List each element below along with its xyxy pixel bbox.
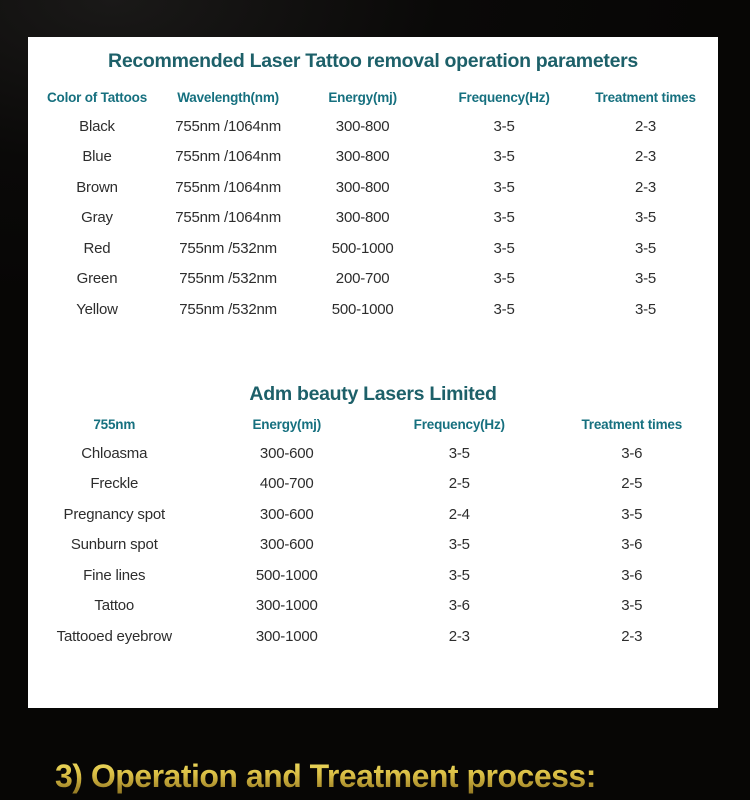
table-row (28, 111, 718, 142)
section-heading-operation-treatment: 3) Operation and Treatment process: (55, 758, 596, 794)
table-cell: Gray (81, 209, 113, 227)
table-cell: 755nm /1064nm (175, 178, 281, 196)
table-cell: 755nm /1064nm (175, 209, 281, 227)
table-cell: 3-5 (493, 300, 515, 318)
table-cell: Brown (76, 178, 118, 196)
table-cell: 400-700 (259, 475, 314, 493)
table-cell: 755nm /1064nm (175, 148, 281, 166)
table-row (28, 172, 718, 203)
table2-header-energy: Energy(mj) (252, 416, 321, 432)
table2-header-treatment: Treatment times (581, 416, 683, 432)
table-cell: Red (83, 239, 111, 257)
table1-header-wavelength: Wavelength(nm) (177, 89, 279, 105)
table-cell: 3-5 (634, 239, 657, 257)
table-cell: Green (76, 270, 118, 288)
table-cell: 2-3 (621, 627, 643, 645)
table-cell: 3-5 (448, 444, 470, 462)
table-cell: Blue (82, 148, 112, 166)
table-cell: Tattooed eyebrow (56, 627, 172, 645)
table-cell: 300-1000 (255, 597, 318, 615)
table-cell: Sunburn spot (70, 536, 158, 554)
table1-header-frequency: Frequency(Hz) (458, 89, 550, 105)
table-cell: Freckle (90, 475, 139, 493)
table-cell: 300-800 (335, 117, 390, 135)
table-cell: 300-800 (335, 178, 390, 196)
table-cell: 755nm /532nm (179, 270, 277, 288)
table-cell: 3-5 (634, 209, 657, 227)
table2-header-frequency: Frequency(Hz) (413, 416, 505, 432)
table-cell: 300-1000 (255, 627, 318, 645)
table-row (28, 264, 718, 295)
table-cell: 3-6 (621, 536, 643, 554)
table-cell: 2-3 (634, 178, 657, 196)
table2-title: Adm beauty Lasers Limited (249, 383, 497, 405)
table-cell: 3-5 (448, 566, 470, 584)
table-cell: 2-5 (621, 475, 643, 493)
table-cell: 500-1000 (331, 239, 394, 257)
table1-header-row (28, 83, 718, 111)
table-cell: 2-3 (634, 117, 657, 135)
table2-header-755nm: 755nm (93, 416, 136, 432)
table-cell: 300-600 (259, 505, 314, 523)
table-cell: Pregnancy spot (63, 505, 165, 523)
table-row (28, 203, 718, 234)
table-row (28, 560, 718, 591)
table-cell: 755nm /532nm (179, 300, 277, 318)
table-cell: 2-3 (448, 627, 470, 645)
table-cell: 3-5 (493, 209, 515, 227)
table-cell: 2-5 (448, 475, 470, 493)
table-cell: 300-600 (259, 444, 314, 462)
table-cell: 3-5 (621, 505, 643, 523)
table2-body (28, 438, 718, 652)
table1-body (28, 111, 718, 325)
table-row (28, 469, 718, 500)
table-cell: 3-5 (493, 178, 515, 196)
table-cell: 3-5 (493, 270, 515, 288)
table-cell: 3-5 (448, 536, 470, 554)
table-cell: 755nm /532nm (179, 239, 277, 257)
table-cell: Chloasma (81, 444, 148, 462)
table-row (28, 530, 718, 561)
table-cell: 300-600 (259, 536, 314, 554)
table2-header-row (28, 410, 718, 438)
table-row (28, 499, 718, 530)
table-cell: 2-3 (634, 148, 657, 166)
table-cell: 500-1000 (331, 300, 394, 318)
table-cell: 755nm /1064nm (175, 117, 281, 135)
table1-title: Recommended Laser Tattoo removal operation parameters (108, 50, 638, 72)
table-cell: 2-4 (448, 505, 470, 523)
table-row (28, 591, 718, 622)
table-cell: 3-6 (621, 444, 643, 462)
table-cell: Black (79, 117, 115, 135)
table-cell: Tattoo (94, 597, 135, 615)
content-panel (28, 37, 718, 708)
table-cell: 3-5 (493, 117, 515, 135)
table1-header-energy: Energy(mj) (328, 89, 397, 105)
table-row (28, 294, 718, 325)
table1-header-color: Color of Tattoos (46, 89, 148, 105)
table-row (28, 438, 718, 469)
table-row (28, 142, 718, 173)
table-cell: 3-5 (493, 239, 515, 257)
table-cell: 3-6 (621, 566, 643, 584)
table-cell: 500-1000 (255, 566, 318, 584)
table-cell: 3-5 (634, 300, 657, 318)
table-cell: 200-700 (335, 270, 390, 288)
table-cell: Yellow (76, 300, 118, 318)
table-row (28, 621, 718, 652)
table-row (28, 233, 718, 264)
table-cell: 3-6 (448, 597, 470, 615)
table-cell: 3-5 (621, 597, 643, 615)
table-cell: 300-800 (335, 148, 390, 166)
table-cell: 3-5 (634, 270, 657, 288)
table-cell: Fine lines (83, 566, 146, 584)
table-cell: 3-5 (493, 148, 515, 166)
table1-header-treatment: Treatment times (595, 89, 696, 105)
table-cell: 300-800 (335, 209, 390, 227)
